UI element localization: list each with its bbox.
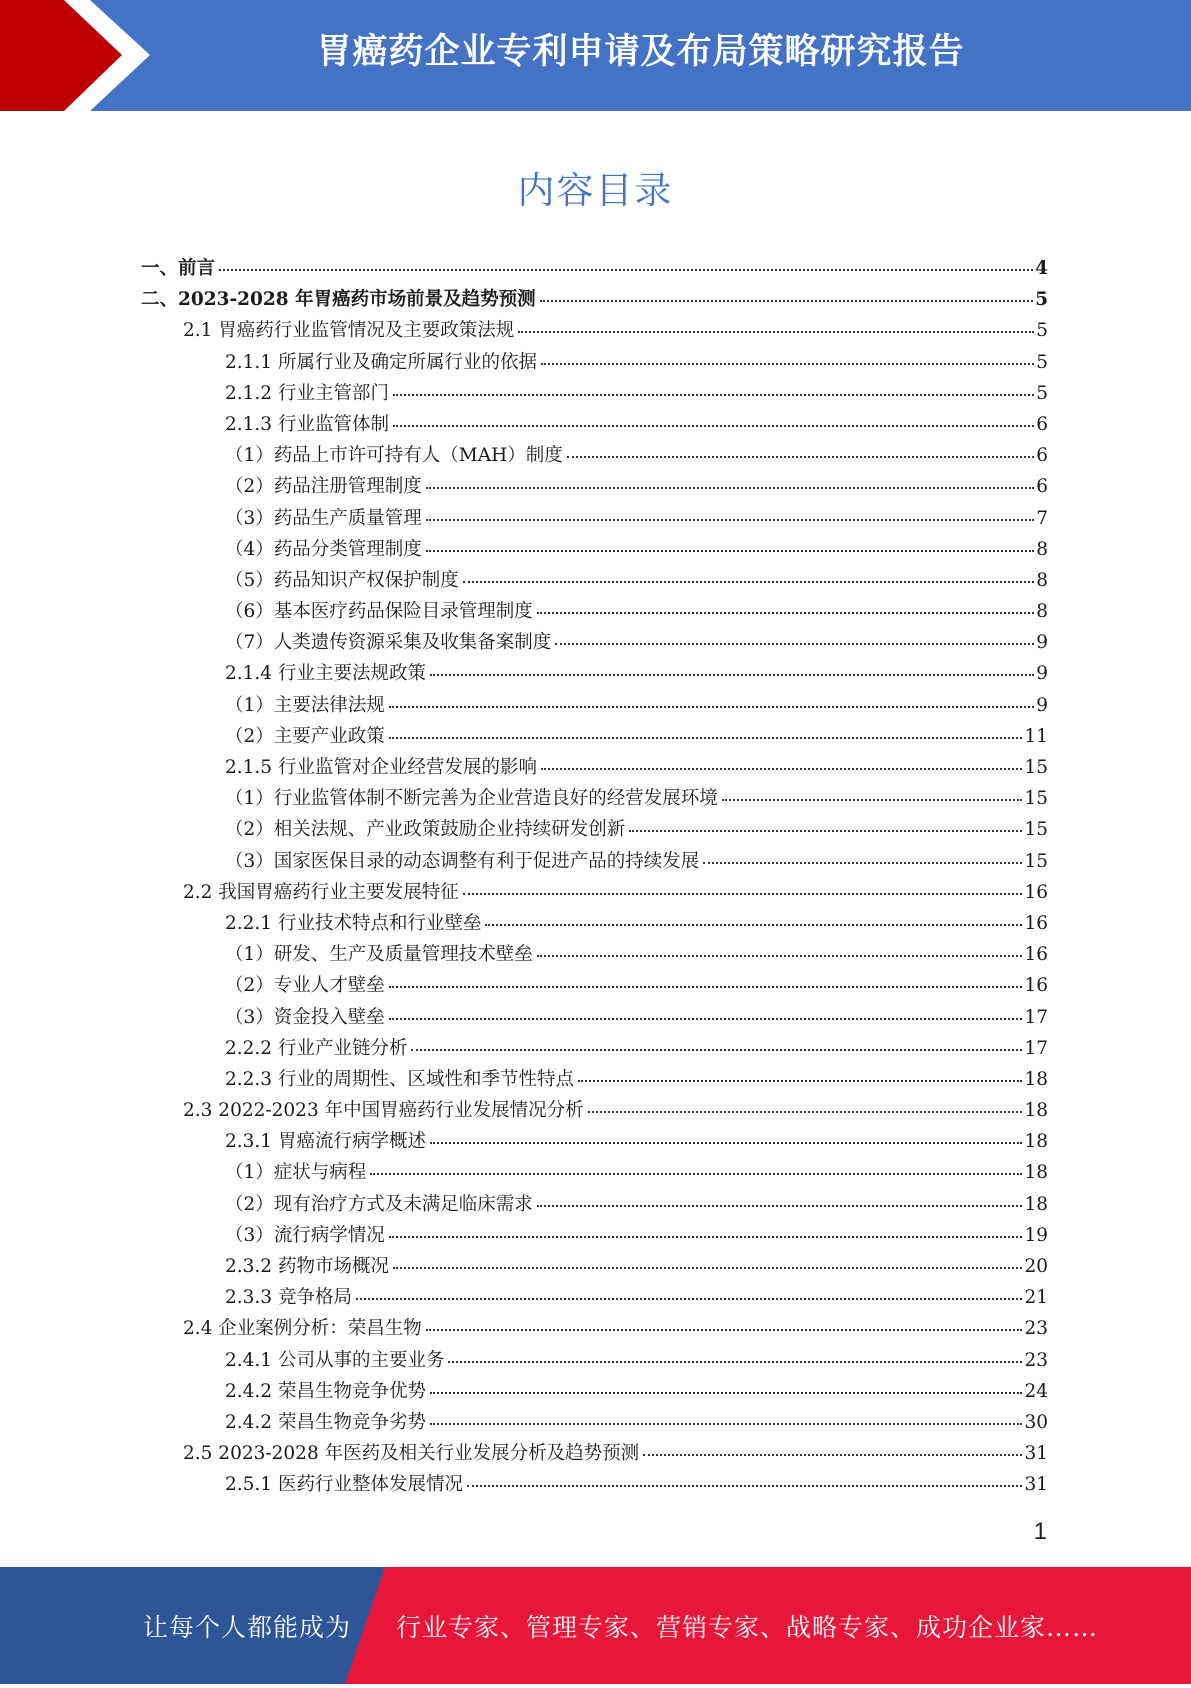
toc-dot-leader (485, 924, 1022, 926)
toc-entry[interactable] (141, 971, 1048, 1002)
toc-entry[interactable] (141, 753, 1048, 784)
toc-entry-page: 15 (1024, 788, 1048, 810)
toc-entry[interactable] (141, 1470, 1048, 1501)
toc-entry[interactable] (141, 1346, 1048, 1377)
toc-entry[interactable] (141, 1065, 1048, 1096)
toc-dot-leader (389, 986, 1023, 988)
toc-entry-page: 16 (1024, 944, 1048, 966)
toc-entry-page: 8 (1036, 601, 1048, 623)
toc-entry[interactable] (141, 285, 1048, 316)
toc-entry-label: 2.2.1 行业技术特点和行业壁垒 (225, 912, 482, 934)
toc-dot-leader (703, 862, 1022, 864)
toc-entry-page: 24 (1024, 1380, 1048, 1402)
toc-entry-page: 11 (1024, 725, 1048, 747)
toc-dot-leader (389, 706, 1034, 708)
toc-entry-label: 2.1.4 行业主要法规政策 (225, 663, 426, 685)
toc-entry-label: 2.1.1 所属行业及确定所属行业的依据 (225, 351, 537, 373)
toc-entry-label: （3）流行病学情况 (225, 1224, 385, 1246)
toc-entry-label: 2.2.3 行业的周期性、区域性和季节性特点 (225, 1068, 574, 1090)
toc-entry-label: （1）主要法律法规 (225, 694, 385, 716)
toc-entry[interactable] (141, 504, 1048, 535)
footer-slogan-left: 让每个人都能成为 (143, 1613, 352, 1642)
toc-entry-page: 16 (1024, 912, 1048, 934)
toc-entry-page: 30 (1024, 1411, 1048, 1433)
toc-entry-label: （1）行业监管体制不断完善为企业营造良好的经营发展环境 (225, 788, 718, 810)
toc-dot-leader (567, 456, 1035, 458)
toc-dot-leader (411, 1049, 1022, 1051)
toc-entry-label: （3）国家医保目录的动态调整有利于促进产品的持续发展 (225, 850, 700, 872)
toc-entry-label: 2.4.2 荣昌生物竞争劣势 (225, 1411, 426, 1433)
toc-entry[interactable] (141, 441, 1048, 472)
toc-entry[interactable] (141, 472, 1048, 503)
toc-entry-label: 2.2.2 行业产业链分析 (225, 1037, 408, 1059)
toc-entry-page: 5 (1035, 289, 1048, 311)
toc-dot-leader (426, 487, 1034, 489)
toc-entry-label: （7）人类遗传资源采集及收集备案制度 (225, 632, 552, 654)
toc-entry-label: （1）症状与病程 (225, 1162, 367, 1184)
toc-entry[interactable] (141, 1377, 1048, 1408)
toc-entry-label: （2）相关法规、产业政策鼓励企业持续研发创新 (225, 819, 626, 841)
toc-entry-page: 18 (1024, 1162, 1048, 1184)
toc-entry-label: （2）专业人才壁垒 (225, 975, 385, 997)
toc-entry[interactable] (141, 940, 1048, 971)
toc-entry-label: （2）主要产业政策 (225, 725, 385, 747)
toc-entry-label: 一、前言 (141, 258, 216, 279)
toc-dot-leader (393, 394, 1034, 396)
toc-entry[interactable] (141, 1408, 1048, 1439)
toc-entry[interactable] (141, 1314, 1048, 1345)
toc-entry-label: 2.5.1 医药行业整体发展情况 (225, 1474, 463, 1496)
toc-entry[interactable] (141, 379, 1048, 410)
toc-dot-leader (537, 955, 1023, 957)
toc-entry-page: 15 (1024, 850, 1048, 872)
toc-entry[interactable] (141, 597, 1048, 628)
toc-entry-label: （6）基本医疗药品保险目录管理制度 (225, 601, 533, 623)
toc-entry-label: 二、2023-2028 年胃癌药市场前景及趋势预测 (141, 289, 536, 311)
toc-entry[interactable] (141, 254, 1048, 285)
toc-dot-leader (393, 1267, 1022, 1269)
toc-entry-page: 4 (1035, 258, 1048, 279)
toc-entry-page: 15 (1024, 819, 1048, 841)
table-of-contents (141, 254, 1048, 1502)
toc-entry[interactable] (141, 1127, 1048, 1158)
toc-entry[interactable] (141, 659, 1048, 690)
toc-dot-leader (643, 1454, 1022, 1456)
toc-entry-page: 18 (1024, 1100, 1048, 1122)
toc-entry-page: 8 (1036, 569, 1048, 591)
toc-entry-label: 2.3.1 胃癌流行病学概述 (225, 1131, 426, 1153)
toc-entry[interactable] (141, 722, 1048, 753)
toc-entry-label: （2）药品注册管理制度 (225, 476, 422, 498)
toc-entry[interactable] (141, 1221, 1048, 1252)
toc-entry[interactable] (141, 1252, 1048, 1283)
toc-entry[interactable] (141, 691, 1048, 722)
toc-entry-label: （1）研发、生产及质量管理技术壁垒 (225, 944, 533, 966)
toc-entry-page: 5 (1036, 382, 1048, 404)
toc-dot-leader (356, 1298, 1023, 1300)
toc-entry-label: 2.1.5 行业监管对企业经营发展的影响 (225, 757, 537, 778)
toc-entry-page: 8 (1036, 538, 1048, 560)
toc-entry[interactable] (141, 1158, 1048, 1189)
toc-dot-leader (393, 425, 1034, 427)
report-header (0, 0, 1191, 111)
toc-dot-leader (389, 1236, 1023, 1238)
toc-dot-leader (426, 519, 1034, 521)
toc-entry-page: 18 (1024, 1068, 1048, 1090)
toc-dot-leader (430, 674, 1034, 676)
toc-entry-label: 2.1.2 行业主管部门 (225, 382, 389, 404)
toc-dot-leader (448, 1361, 1022, 1363)
toc-dot-leader (430, 1423, 1022, 1425)
toc-dot-leader (555, 643, 1034, 645)
toc-dot-leader (463, 893, 1023, 895)
toc-entry[interactable] (141, 1439, 1048, 1470)
toc-dot-leader (541, 768, 1022, 770)
toc-entry-page: 18 (1024, 1193, 1048, 1215)
toc-dot-leader (540, 300, 1034, 302)
toc-entry-page: 5 (1036, 351, 1048, 373)
toc-entry-page: 23 (1024, 1318, 1048, 1340)
toc-entry[interactable] (141, 1034, 1048, 1065)
toc-entry[interactable] (141, 815, 1048, 846)
toc-entry-label: 2.3.2 药物市场概况 (225, 1256, 389, 1277)
toc-entry-label: （1）药品上市许可持有人（MAH）制度 (225, 445, 563, 467)
toc-dot-leader (537, 612, 1034, 614)
toc-entry-page: 16 (1024, 975, 1048, 997)
toc-entry[interactable] (141, 535, 1048, 566)
toc-entry[interactable] (141, 628, 1048, 659)
toc-entry[interactable] (141, 316, 1048, 347)
toc-entry-page: 9 (1036, 694, 1048, 716)
toc-dot-leader (389, 1018, 1023, 1020)
toc-entry-page: 23 (1024, 1349, 1048, 1371)
toc-entry-page: 16 (1024, 881, 1048, 903)
toc-entry-label: （3）资金投入壁垒 (225, 1006, 385, 1028)
toc-dot-leader (430, 1392, 1022, 1394)
toc-dot-leader (541, 363, 1034, 365)
toc-dot-leader (430, 1142, 1022, 1144)
toc-entry-label: 2.1 胃癌药行业监管情况及主要政策法规 (183, 320, 515, 342)
toc-title: 内容目录 (517, 169, 674, 212)
toc-entry-label: 2.1.3 行业监管体制 (225, 413, 389, 435)
toc-entry-page: 20 (1024, 1256, 1048, 1277)
toc-entry-page: 7 (1036, 507, 1048, 529)
toc-entry-page: 6 (1036, 476, 1048, 498)
toc-entry-page: 5 (1036, 320, 1048, 342)
toc-entry-label: 2.4.2 荣昌生物竞争优势 (225, 1380, 426, 1402)
toc-entry-page: 6 (1036, 413, 1048, 435)
toc-entry-label: （5）药品知识产权保护制度 (225, 569, 459, 591)
red-chevron-icon (0, 0, 160, 111)
report-title: 胃癌药企业专利申请及布局策略研究报告 (316, 32, 965, 72)
toc-entry-page: 19 (1024, 1224, 1048, 1246)
toc-entry[interactable] (141, 410, 1048, 441)
toc-entry-page: 15 (1024, 757, 1048, 778)
toc-entry-label: 2.5 2023-2028 年医药及相关行业发展分析及趋势预测 (183, 1443, 640, 1465)
page-number: 1 (1033, 1518, 1047, 1545)
toc-entry-label: 2.3 2022-2023 年中国胃癌药行业发展情况分析 (183, 1100, 584, 1122)
toc-entry-page: 6 (1036, 445, 1048, 467)
toc-entry-page: 9 (1036, 663, 1048, 685)
toc-entry[interactable] (141, 1096, 1048, 1127)
toc-entry-page: 17 (1024, 1006, 1048, 1028)
toc-entry-label: （3）药品生产质量管理 (225, 507, 422, 529)
toc-entry-label: 2.4 企业案例分析：荣昌生物 (183, 1318, 422, 1340)
toc-entry-page: 31 (1024, 1474, 1048, 1496)
toc-dot-leader (463, 581, 1034, 583)
toc-entry[interactable] (141, 1283, 1048, 1314)
toc-dot-leader (537, 1205, 1023, 1207)
toc-dot-leader (467, 1485, 1022, 1487)
toc-entry[interactable] (141, 847, 1048, 878)
toc-entry[interactable] (141, 1190, 1048, 1221)
toc-dot-leader (518, 331, 1034, 333)
toc-entry-label: （2）现有治疗方式及未满足临床需求 (225, 1193, 533, 1215)
toc-entry-page: 18 (1024, 1131, 1048, 1153)
toc-entry-label: 2.3.3 竞争格局 (225, 1287, 352, 1309)
toc-entry[interactable] (141, 878, 1048, 909)
toc-entry-label: 2.2 我国胃癌药行业主要发展特征 (183, 881, 459, 903)
toc-dot-leader (370, 1173, 1022, 1175)
toc-dot-leader (426, 1329, 1023, 1331)
toc-entry-page: 9 (1036, 632, 1048, 654)
toc-dot-leader (219, 269, 1033, 271)
toc-entry[interactable] (141, 784, 1048, 815)
toc-entry-label: （4）药品分类管理制度 (225, 538, 422, 560)
toc-dot-leader (389, 737, 1023, 739)
toc-entry-page: 31 (1024, 1443, 1048, 1465)
footer-banner (0, 1567, 1191, 1684)
toc-dot-leader (629, 830, 1022, 832)
toc-entry[interactable] (141, 566, 1048, 597)
toc-dot-leader (578, 1080, 1022, 1082)
toc-entry-page: 21 (1024, 1287, 1048, 1309)
toc-entry-page: 17 (1024, 1037, 1048, 1059)
toc-dot-leader (426, 550, 1034, 552)
toc-entry[interactable] (141, 1003, 1048, 1034)
toc-dot-leader (588, 1111, 1023, 1113)
toc-entry[interactable] (141, 348, 1048, 379)
toc-dot-leader (722, 799, 1023, 801)
toc-entry-label: 2.4.1 公司从事的主要业务 (225, 1349, 445, 1371)
footer-slogan-right: 行业专家、管理专家、营销专家、战略专家、成功企业家…… (396, 1613, 1099, 1642)
toc-entry[interactable] (141, 909, 1048, 940)
